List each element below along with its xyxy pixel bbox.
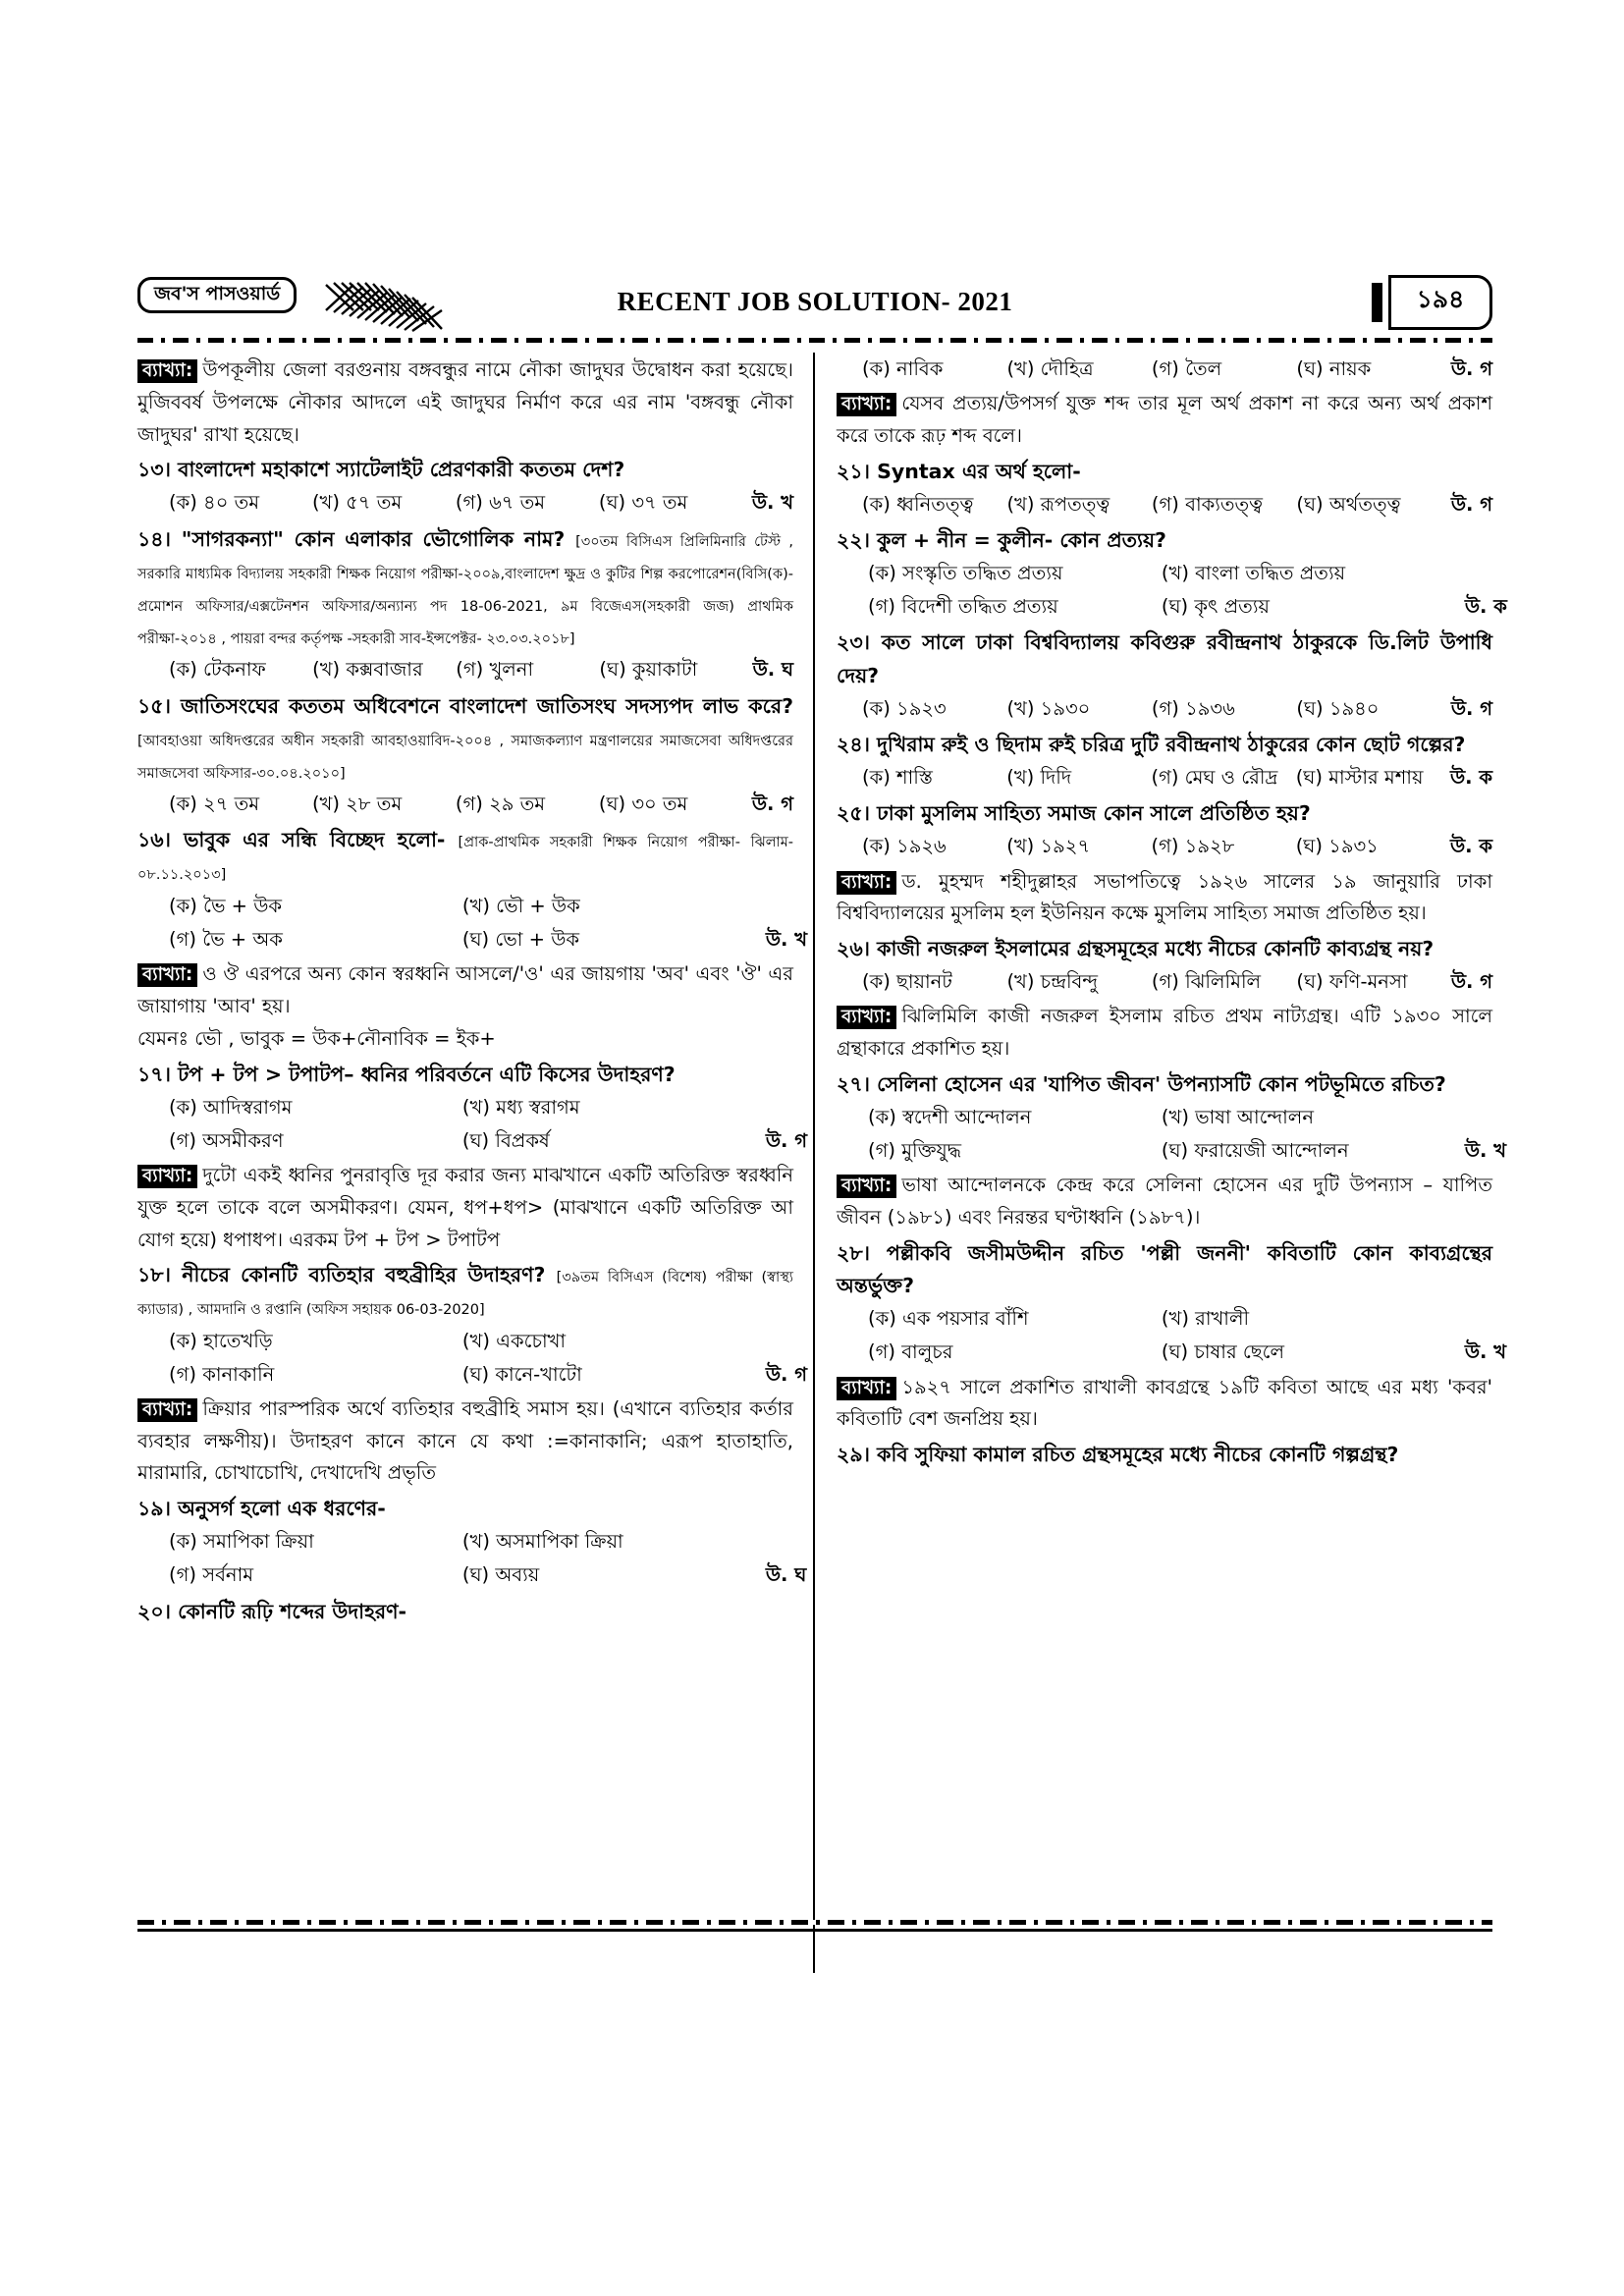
decorative-streaks-icon [324,281,501,332]
right-column [815,353,1507,1973]
option-ga[interactable]: (গ) তৈল [1151,357,1222,380]
question-18 [137,1259,793,1324]
options-18-row1 [137,1325,793,1358]
option-kha[interactable]: (খ) রূপতত্ত্ব [1006,492,1110,516]
footer-dashed-rule [137,1920,1492,1925]
answer-21: উ. গ [1450,492,1492,516]
options-28-row2 [837,1336,1507,1369]
option-kha[interactable]: (খ) মধ্য স্বরাগম [461,1095,580,1119]
page-header [137,275,1492,336]
explanation-tag: ব্যাখ্যা: [837,1377,896,1400]
footer-solid-rule [137,1929,1492,1932]
answer-13: উ. খ [751,491,794,515]
explanation-tag: ব্যাখ্যা: [137,1398,197,1422]
question-28: ২৮। পল্লীকবি জসীমউদ্দীন রচিত 'পল্লী জননী' কবিতাটি কোন কাব্যগ্রন্থের অন্তর্ভুক্ত? [837,1240,1492,1298]
option-kha[interactable]: (খ) দিদি [1006,766,1072,790]
option-gha[interactable]: (ঘ) ফণি-মনসা [1296,970,1408,994]
options-13 [137,486,793,519]
option-kha[interactable]: (খ) বাংলা তদ্ধিত প্রত্যয় [1161,562,1346,585]
explanation-text: দুটো একই ধ্বনির পুনরাবৃত্তি দূর করার জন্য মাঝখানে একটি অতিরিক্ত স্বরধ্বনি যুক্ত হলে তাকে বলে অসমীকরণ। যেমন, ধপ+ধপ> (মাঝখানে একটি অতিরিক্ত আ যোগ হয়ে) ধপাধপ। এরকম টপ + টপ > টপাটপ [137,1164,793,1251]
explanation-text: ১৯২৭ সালে প্রকাশিত রাখালী কাবগ্রন্থে ১৯টি কবিতা আছে এর মধ্য 'কবর' কবিতাটি বেশ জনপ্রিয় হয়। [837,1375,1492,1431]
question-16-text: ১৬। ভাবুক এর সন্ধি বিচ্ছেদ হলো- [137,828,446,852]
two-column-body [137,353,1507,1973]
explanation-tag: ব্যাখ্যা: [137,1165,197,1188]
option-kha[interactable]: (খ) ভৌ + উক [461,894,580,917]
explanation-26 [837,1001,1492,1066]
option-ga[interactable]: (গ) বালুচর [868,1340,953,1364]
question-18-text: ১৮। নীচের কোনটি ব্যতিহার বহুব্রীহির উদাহরণ? [137,1263,546,1287]
option-ka[interactable]: (ক) ৪০ তম [169,491,260,515]
option-kha[interactable]: (খ) ২৮ তম [311,793,403,816]
question-22: ২২। কুল + নীন = কুলীন- কোন প্রত্যয়? [837,527,1166,552]
option-gha[interactable]: (ঘ) ৩৭ তম [598,491,688,515]
question-14-text: ১৪। "সাগরকন্যা" কোন এলাকার ভৌগোলিক নাম? [137,526,566,551]
options-14 [137,653,793,686]
option-ga[interactable]: (গ) ২৯ তম [455,793,546,816]
answer-28: উ. খ [1464,1340,1507,1364]
question-27: ২৭। সেলিনা হোসেন এর 'যাপিত জীবন' উপন্যাসটি কোন পটভূমিতে রচিত? [837,1071,1446,1096]
answer-25: উ. ক [1449,835,1492,858]
explanation-text: ঝিলিমিলি কাজী নজরুল ইসলাম রচিত প্রথম নাট্যগ্রন্থ। এটি ১৯৩০ সালে গ্রন্থাকারে প্রকাশিত হয়। [837,1005,1492,1061]
question-29: ২৯। কবি সুফিয়া কামাল রচিত গ্রন্থসমূহের মধ্যে নীচের কোনটি গল্পগ্রন্থ? [837,1443,1399,1467]
question-18-source: [৩৯তম বিসিএস (বিশেষ) পরীক্ষা (স্বাস্থ্য ক্যাডার) , আমদানি ও রপ্তানি (অফিস সহায়ক 06-03-2020] [137,1270,794,1319]
page-sheet [137,275,1507,1973]
explanation-tag: ব্যাখ্যা: [137,963,197,987]
option-kha[interactable]: (খ) ১৯২৭ [1006,835,1091,858]
option-kha[interactable]: (খ) চন্দ্রবিন্দু [1006,970,1099,994]
options-25 [837,830,1492,863]
options-27-row2 [837,1134,1507,1168]
option-gha[interactable]: (ঘ) ফরায়েজী আন্দোলন [1161,1139,1349,1163]
options-21 [837,488,1492,521]
option-kha[interactable]: (খ) ৫৭ তম [311,491,403,515]
options-19-row1 [137,1525,793,1558]
question-25: ২৫। ঢাকা মুসলিম সাহিত্য সমাজ কোন সালে প্রতিষ্ঠিত হয়? [837,801,1311,826]
explanation-17 [137,1160,793,1256]
option-ga[interactable]: (গ) খুলনা [456,658,534,682]
question-13: ১৩। বাংলাদেশ মহাকাশে স্যাটেলাইট প্রেরণকারী কততম দেশ? [137,458,625,482]
question-15 [137,690,793,789]
options-22-row2 [837,590,1507,624]
answer-26: উ. গ [1450,970,1492,994]
explanation-25 [837,866,1492,931]
question-14-source: [৩০তম বিসিএস প্রিলিমিনারি টেস্ট , সরকারি মাধ্যমিক বিদ্যালয় সহকারী শিক্ষক নিয়োগ পরীক্ষা-২০০৯,বাংলাদেশ ক্ষুদ্র ও কুটির শিল্প করপোরেশন(বিসি(ক)- প্রমোশন অফিসার/এক্সটেনশন অফিসার/অন্যান্য পদ 18-06-2021, ৯ম বিজেএস(সহকারী জজ) প্রাথমিক পরীক্ষা-২০১৪ , পায়রা বন্দর কর্তৃপক্ষ -সহকারী সাব-ইন্সপেক্টর- ২৩.০৩.২০১৮] [137,533,793,648]
answer-22: উ. ক [1464,595,1507,619]
brand-logo: জব'স পাসওয়ার্ড [137,277,297,313]
explanation-tag: ব্যাখ্যা: [137,359,197,383]
options-24 [837,761,1492,794]
explanation-tag: ব্যাখ্যা: [837,871,896,895]
question-21: ২১। Syntax এর অর্থ হলো- [837,459,1081,483]
option-kha[interactable]: (খ) রাখালী [1161,1307,1250,1331]
question-19: ১৯। অনুসর্গ হলো এক ধরণের- [137,1497,386,1521]
option-ga[interactable]: (গ) ঝিলিমিলি [1151,970,1262,994]
question-24: ২৪। দুখিরাম রুই ও ছিদাম রুই চরিত্র দুটি রবীন্দ্রনাথ ঠাকুরের কোন ছোট গল্পের? [837,732,1466,756]
option-ga[interactable]: (গ) বাক্যতত্ত্ব [1151,492,1264,516]
option-ka[interactable]: (ক) আদিস্বরাগম [169,1095,293,1119]
option-gha[interactable]: (ঘ) বিপ্রকর্ষ [461,1128,550,1152]
option-gha[interactable]: (ঘ) চাষার ছেলে [1161,1340,1284,1364]
option-ka[interactable]: (ক) হাতেখড়ি [169,1329,273,1352]
option-ka[interactable]: (ক) এক পয়সার বাঁশি [868,1307,1029,1331]
options-top [837,353,1492,386]
option-ka[interactable]: (ক) সংস্কৃতি তদ্ধিত প্রত্যয় [868,562,1063,585]
explanation-27 [837,1170,1492,1234]
option-ka[interactable]: (ক) ১৯২৩ [862,696,947,720]
explanation-28 [837,1372,1492,1437]
explanation-text: উপকূলীয় জেলা বরগুনায় বঙ্গবন্ধুর নামে নৌকা জাদুঘর উদ্বোধন করা হয়েছে। মুজিববর্ষ উপলক্ষে নৌকার আদলে এই জাদুঘর নির্মাণ করে এর নাম 'বঙ্গবন্ধু নৌকা জাদুঘর' রাখা হয়েছে। [137,358,793,446]
options-28-row1 [837,1302,1492,1336]
answer-18: উ. গ [765,1362,807,1386]
options-27-row1 [837,1101,1492,1134]
question-23: ২৩। কত সালে ঢাকা বিশ্ববিদ্যালয় কবিগুরু রবীন্দ্রনাথ ঠাকুরকে ডি.লিট উপাধি দেয়? [837,630,1492,687]
options-26 [837,965,1492,999]
explanation-text: যেসব প্রত্যয়/উপসর্গ যুক্ত শব্দ তার মূল অর্থ প্রকাশ না করে অন্য অর্থ প্রকাশ করে তাকে রূঢ় শব্দ বলে। [837,392,1492,447]
option-kha[interactable]: (খ) একচোখা [461,1329,567,1352]
option-gha[interactable]: (ঘ) অর্থতত্ত্ব [1296,492,1401,516]
explanation-top [837,388,1492,453]
option-kha[interactable]: (খ) ১৯৩০ [1006,696,1091,720]
option-ka[interactable]: (ক) শাস্তি [862,766,933,790]
option-ga[interactable]: (গ) ১৯৩৬ [1151,696,1235,720]
option-ka[interactable]: (ক) স্বদেশী আন্দোলন [868,1106,1032,1129]
explanation-block [137,355,793,451]
options-19-row2 [137,1558,807,1592]
option-ka[interactable]: (ক) ১৯২৬ [862,835,947,858]
option-ga[interactable]: (গ) ১৯২৮ [1151,835,1235,858]
option-ga[interactable]: (গ) কানাকানি [169,1362,275,1386]
answer-27: উ. খ [1464,1139,1507,1163]
option-ka[interactable]: (ক) নাবিক [862,357,944,380]
option-kha[interactable]: (খ) কক্সবাজার [312,658,423,682]
explanation-16-example: যেমনঃ ভৌ , ভাবুক = উক+নৌনাবিক = ইক+ [137,1027,496,1051]
explanation-tag: ব্যাখ্যা: [837,1006,896,1029]
explanation-text: ক্রিয়ার পারস্পরিক অর্থে ব্যতিহার বহুব্রীহি সমাস হয়। (এখানে ব্যতিহার কর্তার ব্যবহার লক্ষণীয়)। উদাহরণ কানে কানে যে কথা :=কানাকানি; এরূপ হাতাহাতি, মারামারি, চোখাচোখি, দেখাদেখি প্রভৃতি [137,1396,793,1485]
footer-divider [137,1920,1492,1932]
answer-23: উ. গ [1450,696,1492,720]
option-kha[interactable]: (খ) দৌহিত্র [1006,357,1094,380]
page-number-group [1372,275,1492,330]
answer-15: উ. গ [751,793,793,816]
answer-24: উ. ক [1449,766,1492,790]
option-ga[interactable]: (গ) মুক্তিযুদ্ধ [868,1139,962,1163]
options-18-row2 [137,1358,807,1392]
explanation-18 [137,1394,793,1490]
page-title: RECENT JOB SOLUTION- 2021 [617,287,1013,316]
option-gha[interactable]: (ঘ) মাস্টার মশায় [1295,766,1424,790]
option-ka[interactable]: (ক) ছায়ানট [862,970,952,994]
explanation-text: ভাষা আন্দোলনকে কেন্দ্র করে সেলিনা হোসেন এর দুটি উপন্যাস – যাপিত জীবন (১৯৮১) এবং নিরন্তর ঘণ্টাধ্বনি (১৯৮৭)। [837,1174,1492,1230]
options-16-row1 [137,890,793,923]
option-gha[interactable]: (ঘ) ১৯৩১ [1295,835,1379,858]
option-gha[interactable]: (ঘ) নায়ক [1296,357,1372,380]
options-15 [137,788,793,821]
option-kha[interactable]: (খ) অসমাপিকা ক্রিয়া [461,1530,623,1554]
question-15-source: [আবহাওয়া অধিদপ্তরের অধীন সহকারী আবহাওয়াবিদ-২০০৪ , সমাজকল্যাণ মন্ত্রণালয়ের সমাজসেবা অধিদপ্তরের সমাজসেবা অফিসার-৩০.০৪.২০১০] [137,733,793,782]
answer-19: উ. ঘ [765,1563,807,1587]
explanation-tag: ব্যাখ্যা: [837,393,896,416]
option-gha[interactable]: (ঘ) কানে-খাটো [461,1362,582,1386]
options-17-row2 [137,1124,807,1158]
left-column [137,353,815,1973]
option-ga[interactable]: (গ) ৬৭ তম [455,491,546,515]
option-ka[interactable]: (ক) টেকনাফ [169,658,266,682]
question-16 [137,824,793,889]
option-ga[interactable]: (গ) মেঘ ও রৌদ্র [1151,766,1278,790]
option-ka[interactable]: (ক) ২৭ তম [169,793,260,816]
question-16-source: [প্রাক-প্রাথমিক সহকারী শিক্ষক নিয়োগ পরীক্ষা- ঝিলাম- ০৮.১১.২০১৩] [137,835,793,884]
question-17: ১৭। টপ + টপ > টপাটপ– ধ্বনির পরিবর্তনে এটি কিসের উদাহরণ? [137,1062,676,1086]
option-ga[interactable]: (গ) বিদেশী তদ্ধিত প্রত্যয় [868,595,1058,619]
option-ka[interactable]: (ক) ভৈ + উক [169,894,283,917]
option-gha[interactable]: (ঘ) কৃৎ প্রত্যয় [1161,595,1270,619]
answer-17: উ. গ [765,1128,807,1152]
option-ga[interactable]: (গ) অসমীকরণ [169,1128,284,1152]
options-22-row1 [837,557,1492,590]
explanation-16 [137,958,793,1023]
question-14 [137,523,793,654]
option-gha[interactable]: (ঘ) কুয়াকাটা [599,658,698,682]
option-ka[interactable]: (ক) সমাপিকা ক্রিয়া [169,1530,314,1554]
option-gha[interactable]: (ঘ) ১৯৪০ [1296,696,1380,720]
question-20: ২০। কোনটি রূঢ়ি শব্দের উদাহরণ- [137,1599,407,1623]
option-ka[interactable]: (ক) ধ্বনিতত্ত্ব [862,492,974,516]
answer-top: উ. গ [1450,357,1492,380]
options-16-row2 [137,923,808,957]
question-15-text: ১৫। জাতিসংঘের কততম অধিবেশনে বাংলাদেশ জাতিসংঘ সদস্যপদ লাভ করে? [137,693,793,718]
option-kha[interactable]: (খ) ভাষা আন্দোলন [1161,1106,1314,1129]
question-26: ২৬। কাজী নজরুল ইসলামের গ্রন্থসমূহের মধ্যে নীচের কোনটি কাব্যগ্রন্থ নয়? [837,937,1435,961]
header-divider [137,338,1492,343]
answer-14: উ. ঘ [752,658,793,682]
explanation-text: ও ঔ এরপরে অন্য কোন স্বরধ্বনি আসলে/'ও' এর জায়গায় 'অব' এবং 'ঔ' এর জায়াগায় 'আব' হয়। [137,961,793,1017]
answer-16: উ. খ [765,927,808,951]
page-number-bar [1372,283,1382,322]
options-23 [837,692,1492,726]
option-ga[interactable]: (গ) সর্বনাম [169,1563,254,1587]
explanation-tag: ব্যাখ্যা: [837,1175,896,1198]
option-gha[interactable]: (ঘ) ভো + উক [461,927,580,951]
explanation-text: ড. মুহম্মদ শহীদুল্লাহর সভাপতিত্বে ১৯২৬ সালের ১৯ জানুয়ারি ঢাকা বিশ্ববিদ্যালয়ের মুসলিম হল ইউনিয়ন কক্ষে মুসলিম সাহিত্য সমাজ প্রতিষ্ঠিত হয়। [837,869,1492,925]
page-number: ১৯৪ [1388,275,1492,330]
option-gha[interactable]: (ঘ) ৩০ তম [598,793,688,816]
option-ga[interactable]: (গ) ভৈ + অক [169,927,283,951]
options-17-row1 [137,1091,793,1124]
option-gha[interactable]: (ঘ) অব্যয় [461,1563,540,1587]
